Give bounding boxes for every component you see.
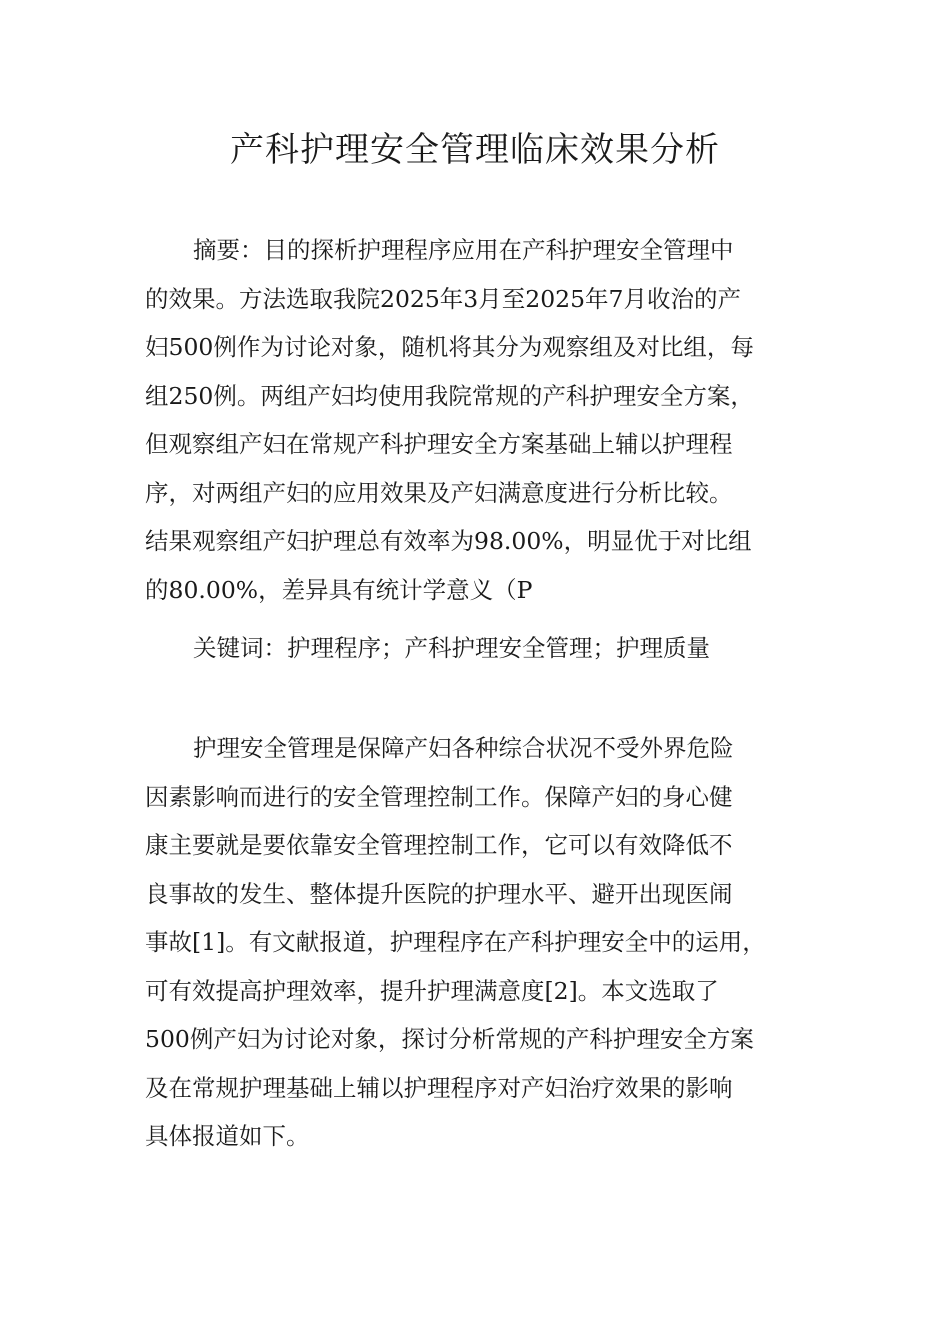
body-paragraph (145, 724, 805, 1161)
body-line: 良事故的发生、整体提升医院的护理水平、避开出现医闹 (145, 879, 733, 908)
abstract-line: 组250例。两组产妇均使用我院常规的产科护理安全方案， (145, 381, 754, 410)
abstract-line: 的效果。方法选取我院2025年3月至2025年7月收治的产 (145, 284, 742, 313)
abstract-line: 摘要：目的探析护理程序应用在产科护理安全管理中 (193, 236, 734, 264)
abstract-line: 序，对两组产妇的应用效果及产妇满意度进行分析比较。 (145, 478, 733, 507)
body-line: 因素影响而进行的安全管理控制工作。保障产妇的身心健 (145, 782, 733, 811)
body-line: 事故[1]。有文献报道，护理程序在产科护理安全中的运用， (145, 928, 766, 956)
abstract-line: 妇500例作为讨论对象，随机将其分为观察组及对比组，每 (145, 333, 754, 361)
abstract-line: 结果观察组产妇护理总有效率为98.00%，明显优于对比组 (145, 527, 752, 555)
body-line: 康主要就是要依靠安全管理控制工作，它可以有效降低不 (145, 831, 733, 859)
document-title: 产科护理安全管理临床效果分析 (230, 130, 720, 170)
body-line: 500例产妇为讨论对象，探讨分析常规的产科护理安全方案 (145, 1025, 754, 1053)
abstract-line: 的80.00%，差异具有统计学意义（P (145, 575, 533, 604)
body-line: 及在常规护理基础上辅以护理程序对产妇治疗效果的影响 (145, 1073, 733, 1102)
abstract-line: 但观察组产妇在常规产科护理安全方案基础上辅以护理程 (145, 430, 733, 458)
abstract-paragraph (145, 226, 805, 614)
keywords-line: 关键词：护理程序；产科护理安全管理；护理质量 (193, 634, 710, 662)
body-line: 具体报道如下。 (145, 1122, 310, 1150)
body-line: 可有效提高护理效率，提升护理满意度[2]。本文选取了 (145, 976, 719, 1005)
body-line: 护理安全管理是保障产妇各种综合状况不受外界危险 (193, 734, 734, 762)
